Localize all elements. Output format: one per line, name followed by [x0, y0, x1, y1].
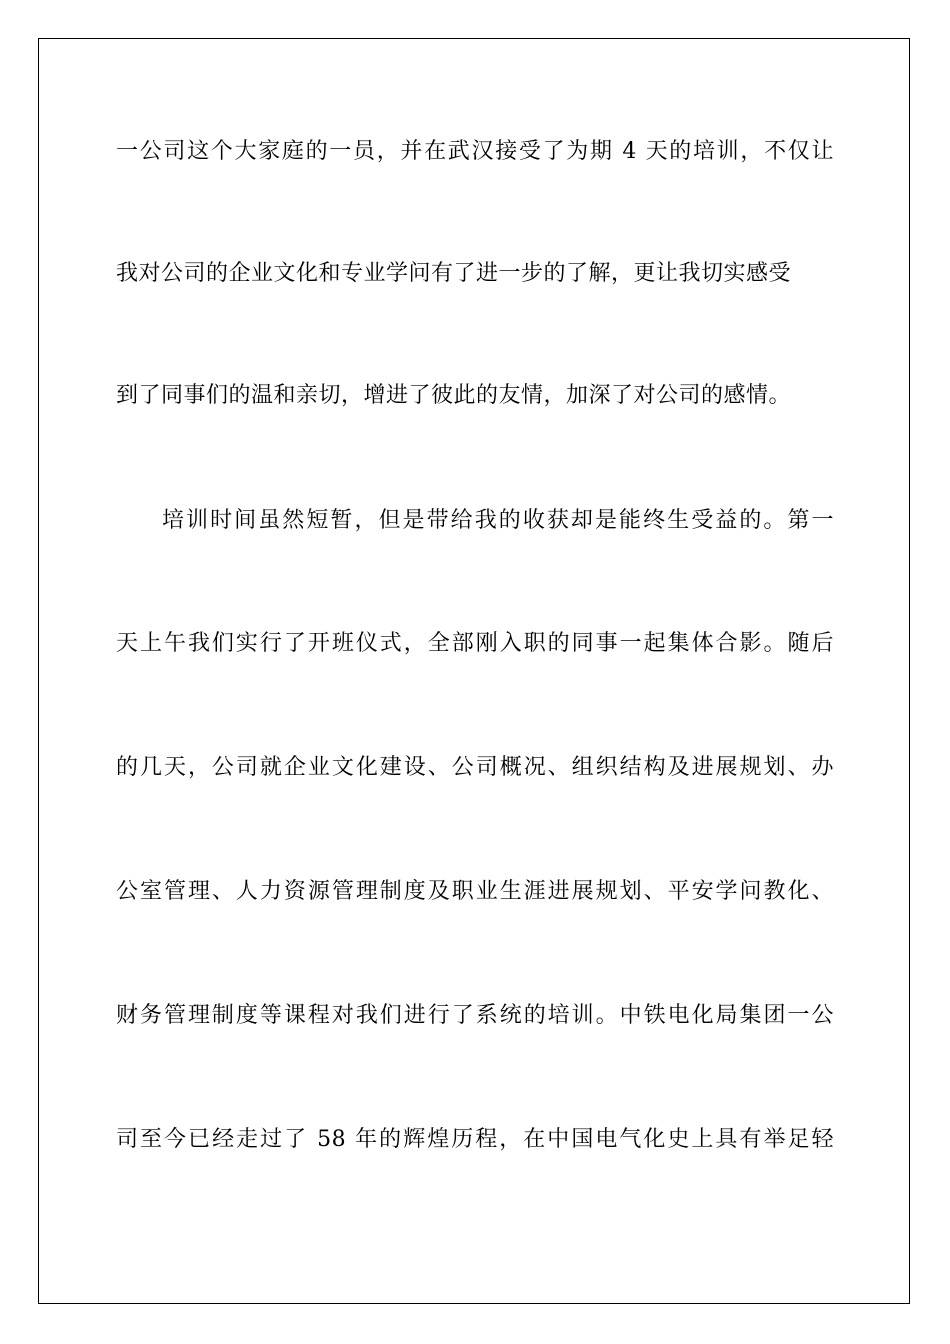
text-line-3: 到了同事们的温和亲切，增进了彼此的友情，加深了对公司的感情。: [116, 383, 792, 408]
text-line-6: 的几天，公司就企业文化建设、公司概况、组织结构及进展规划、办: [116, 755, 834, 780]
text-line-5: 天上午我们实行了开班仪式，全部刚入职的同事一起集体合影。随后: [116, 631, 834, 656]
text-line-2: 我对公司的企业文化和专业学问有了进一步的了解，更让我切实感受: [116, 261, 792, 286]
text-line-7: 公室管理、人力资源管理制度及职业生涯进展规划、平安学问教化、: [116, 879, 834, 904]
text-line-1: 一公司这个大家庭的一员，并在武汉接受了为期 4 天的培训，不仅让: [116, 139, 834, 164]
text-line-8: 财务管理制度等课程对我们进行了系统的培训。中铁电化局集团一公: [116, 1003, 834, 1028]
text-line-9: 司至今已经走过了 58 年的辉煌历程，在中国电气化史上具有举足轻: [116, 1127, 834, 1152]
page-border: [38, 38, 910, 1304]
text-line-4-indented: 培训时间虽然短暂，但是带给我的收获却是能终生受益的。第一: [162, 508, 834, 533]
